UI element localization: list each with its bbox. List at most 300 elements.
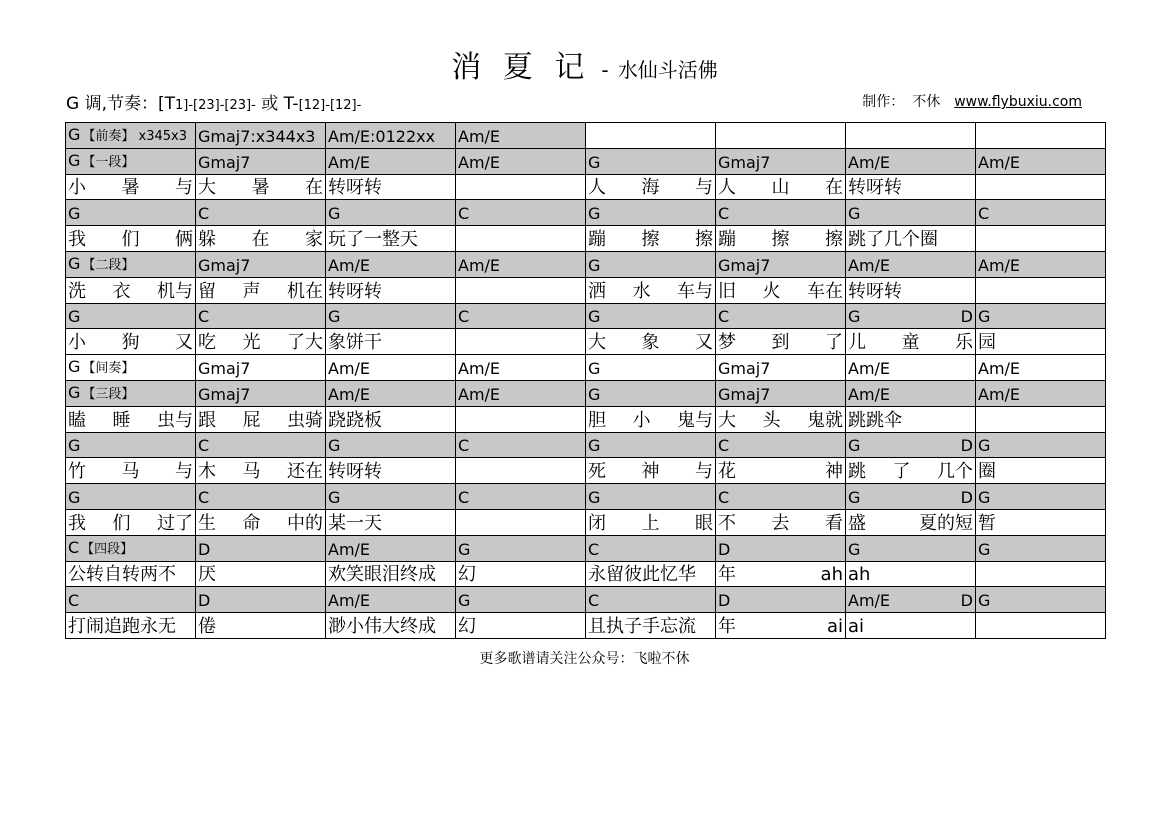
lyric-word: 跟	[198, 409, 216, 431]
chord-cell	[716, 251, 846, 277]
lyric-cell	[456, 329, 586, 355]
chord-symbol: G	[978, 591, 991, 611]
lyric-group	[718, 229, 843, 251]
lyric-word: 木	[198, 461, 216, 483]
chord-row	[66, 303, 1106, 329]
chord-symbol: C	[198, 204, 210, 224]
chord-cell	[66, 355, 196, 381]
lyric-word: 鬼就	[807, 409, 843, 431]
chord-symbol: G	[588, 204, 601, 224]
chord-cell	[66, 484, 196, 510]
chord-symbol: G	[458, 539, 471, 559]
lyric-cell: 玩了一整天	[326, 226, 456, 252]
chord-symbol: Am/E	[978, 358, 1021, 378]
lyric-cell: 厌	[196, 561, 326, 587]
lyric-cell: 打闹追跑永无	[66, 613, 196, 639]
chord-cell	[976, 148, 1106, 174]
lyric-word: 大	[198, 177, 216, 199]
lyric-word: 虫与	[157, 409, 193, 431]
chord-symbol: C	[198, 307, 210, 327]
chord-symbol: C	[198, 436, 210, 456]
lyric-group	[588, 229, 713, 251]
chord-row	[66, 484, 1106, 510]
lyric-word: 家	[305, 228, 323, 250]
lyric-cell	[586, 174, 716, 200]
lyric-cell	[456, 509, 586, 535]
chord-cell	[716, 123, 846, 149]
chord-cell	[456, 484, 586, 510]
chord-symbol: D	[960, 436, 973, 456]
lyric-cell	[716, 458, 846, 484]
lyric-word: 睡	[112, 409, 131, 431]
chord-symbol: C	[718, 487, 730, 507]
lyric-group	[588, 332, 713, 354]
site-link[interactable]: www.flybuxiu.com	[954, 94, 1082, 110]
lyric-word: 小	[68, 332, 86, 354]
chord-cell	[456, 303, 586, 329]
lyric-cell	[586, 406, 716, 432]
chord-symbol: Am/E	[328, 539, 371, 559]
lyric-word: 跳	[848, 461, 866, 483]
lyric-word: 竹	[68, 461, 86, 483]
lyric-cell: 公转自转两不	[66, 561, 196, 587]
chord-row	[66, 123, 1106, 149]
chord-cell	[196, 587, 326, 613]
chord-symbol: Am/E	[848, 591, 891, 611]
chord-row	[66, 587, 1106, 613]
lyric-word: 们	[121, 228, 140, 250]
chord-symbol: G	[68, 204, 81, 224]
song-title: 消 夏 记	[451, 50, 591, 85]
lyric-group	[718, 513, 843, 535]
chord-cell	[716, 535, 846, 561]
chord-symbol: G	[588, 358, 601, 378]
chord-symbol: Am/E	[328, 255, 371, 275]
lyric-group	[718, 281, 843, 303]
chord-symbol: G	[848, 204, 861, 224]
lyric-word: 大	[718, 409, 736, 431]
lyric-word: 儿	[848, 332, 866, 354]
lyric-word: 过了	[157, 512, 193, 534]
lyric-cell	[66, 277, 196, 303]
lyric-cell	[586, 226, 716, 252]
chord-symbol: D	[718, 539, 731, 559]
chord-cell	[716, 200, 846, 226]
lyric-group	[588, 461, 713, 483]
chord-symbol: Gmaj7	[718, 358, 771, 378]
chord-group	[848, 487, 973, 509]
lyric-cell	[586, 458, 716, 484]
chord-symbol: Am/E:0122xx	[328, 126, 436, 146]
rhythm-or: 或 T-	[255, 94, 299, 114]
section-tag: 【一段】	[82, 154, 135, 170]
chord-cell	[456, 251, 586, 277]
lyric-group	[718, 410, 843, 432]
chord-symbol: G	[848, 539, 861, 559]
chord-symbol: C	[718, 307, 730, 327]
lyric-cell	[716, 329, 846, 355]
chord-cell	[976, 484, 1106, 510]
lyric-word: 看	[825, 512, 843, 534]
lyric-word: 小	[68, 177, 86, 199]
lyric-group	[198, 332, 323, 354]
lyric-row	[66, 561, 1106, 587]
lyric-cell	[196, 509, 326, 535]
lyric-word: 马	[242, 461, 261, 483]
lyric-group	[718, 177, 843, 199]
chord-symbol: Am/E	[458, 255, 501, 275]
lyric-word: 鬼与	[677, 409, 713, 431]
lyric-cell: 转呀转	[326, 277, 456, 303]
title-block	[0, 42, 1169, 86]
chord-row	[66, 535, 1106, 561]
chord-cell	[716, 355, 846, 381]
lyric-row	[66, 277, 1106, 303]
lyric-row	[66, 226, 1106, 252]
lyric-cell: ai	[846, 613, 976, 639]
lyric-word: 童	[901, 332, 920, 354]
chord-symbol: C	[458, 307, 470, 327]
lyric-word: 胆	[588, 409, 606, 431]
lyric-word: 花	[718, 461, 736, 483]
lyric-cell	[456, 406, 586, 432]
chord-symbol: G	[848, 487, 861, 507]
lyric-cell	[66, 226, 196, 252]
lyric-word: 躲	[198, 228, 216, 250]
chord-cell	[196, 432, 326, 458]
chord-cell	[976, 380, 1106, 406]
lyric-word: 车与	[677, 280, 713, 302]
chord-cell	[326, 587, 456, 613]
lyric-cell	[716, 174, 846, 200]
lyric-word: 生	[198, 512, 216, 534]
rhythm-pattern-b: [12]-[12]-	[298, 98, 362, 113]
lyric-group	[68, 281, 193, 303]
lyric-group	[198, 410, 323, 432]
lyric-word: 狗	[121, 332, 140, 354]
lyric-cell	[456, 277, 586, 303]
chord-symbol: G	[978, 436, 991, 456]
chord-symbol: G	[848, 436, 861, 456]
chord-cell	[846, 535, 976, 561]
lyric-cell: 渺小伟大终成	[326, 613, 456, 639]
chord-cell	[456, 355, 586, 381]
chord-cell	[66, 200, 196, 226]
chord-symbol: Gmaj7	[198, 384, 251, 404]
lyric-cell	[846, 329, 976, 355]
lyric-word: 头	[762, 409, 781, 431]
lyric-word: 虫骑	[287, 409, 323, 431]
chord-cell	[586, 380, 716, 406]
lyric-cell: 象饼干	[326, 329, 456, 355]
chord-cell	[846, 484, 976, 510]
lyric-cell	[196, 406, 326, 432]
chord-symbol: Gmaj7	[718, 384, 771, 404]
lyric-word: 擦	[771, 228, 790, 250]
chord-cell	[326, 148, 456, 174]
lyric-cell	[846, 509, 976, 535]
lyric-word: 水	[632, 280, 651, 302]
lyric-group	[848, 332, 973, 354]
lyric-cell	[976, 174, 1106, 200]
lyric-row	[66, 509, 1106, 535]
lyric-word: 了	[825, 332, 843, 354]
chord-cell	[846, 432, 976, 458]
lyric-cell	[716, 561, 846, 587]
chord-symbol: C	[588, 591, 600, 611]
chord-cell	[456, 535, 586, 561]
chord-symbol: G	[68, 356, 81, 376]
lyric-word: 盛	[848, 512, 866, 534]
chord-cell	[846, 123, 976, 149]
chord-cell	[716, 303, 846, 329]
section-tag: 【二段】	[82, 257, 135, 273]
lyric-cell	[976, 226, 1106, 252]
chord-symbol: Gmaj7	[198, 255, 251, 275]
chord-symbol: Gmaj7	[718, 152, 771, 172]
lyric-group	[68, 410, 193, 432]
chord-symbol: G	[978, 539, 991, 559]
chord-cell	[716, 148, 846, 174]
chord-symbol: D	[960, 487, 973, 507]
lyric-word: 擦	[641, 228, 660, 250]
chord-cell	[326, 123, 456, 149]
chord-symbol: Am/E	[978, 255, 1021, 275]
lyric-group	[848, 513, 973, 535]
lyric-word: 洒	[588, 280, 606, 302]
chord-cell	[976, 303, 1106, 329]
chord-cell	[456, 380, 586, 406]
lyric-row	[66, 174, 1106, 200]
lyric-word: 大	[588, 332, 606, 354]
chord-cell	[716, 432, 846, 458]
chord-cell	[846, 303, 976, 329]
lyric-word: 瞌	[68, 409, 86, 431]
chord-symbol: Gmaj7	[198, 152, 251, 172]
section-tag: 【前奏】 x345x3	[82, 128, 188, 144]
chord-cell	[846, 148, 976, 174]
chord-cell	[326, 303, 456, 329]
lyric-word: 人	[718, 177, 736, 199]
chord-cell	[196, 355, 326, 381]
title-separator: -	[601, 58, 609, 82]
chord-symbol: G	[328, 436, 341, 456]
chord-symbol: G	[588, 487, 601, 507]
chord-cell	[456, 432, 586, 458]
lyric-group	[198, 461, 323, 483]
lyric-cell: 转呀转	[326, 458, 456, 484]
lyric-word: 不	[718, 512, 736, 534]
chord-cell	[586, 148, 716, 174]
lyric-word: 与	[695, 461, 713, 483]
lyric-cell: 幻	[456, 561, 586, 587]
chord-cell	[456, 123, 586, 149]
chord-row	[66, 251, 1106, 277]
chord-group	[848, 590, 973, 612]
lyric-cell	[976, 561, 1106, 587]
lyric-word: 光	[242, 332, 261, 354]
chord-cell	[196, 200, 326, 226]
chord-symbol: C	[978, 204, 990, 224]
lyric-word: 火	[762, 280, 781, 302]
lyric-word: 中的	[287, 512, 323, 534]
lyric-cell: 圈	[976, 458, 1106, 484]
chord-cell	[976, 432, 1106, 458]
lyric-cell	[716, 277, 846, 303]
chord-symbol: G	[328, 307, 341, 327]
lyric-word: 机与	[157, 280, 193, 302]
chord-symbol: D	[960, 307, 973, 327]
lyric-row	[66, 613, 1106, 639]
chord-row	[66, 380, 1106, 406]
chord-symbol: Am/E	[848, 358, 891, 378]
chord-cell	[326, 355, 456, 381]
chord-symbol: G	[978, 307, 991, 327]
chord-symbol: Am/E	[848, 255, 891, 275]
chord-symbol: C	[198, 487, 210, 507]
lyric-cell	[976, 613, 1106, 639]
chord-symbol: D	[198, 539, 211, 559]
chord-cell	[66, 251, 196, 277]
lyric-cell	[66, 458, 196, 484]
lyric-cell	[976, 406, 1106, 432]
chord-cell	[586, 123, 716, 149]
lyric-cell: 转呀转	[846, 174, 976, 200]
lyric-word: 俩	[175, 228, 193, 250]
lyric-cell	[716, 226, 846, 252]
chord-row	[66, 432, 1106, 458]
lyric-word: 命	[242, 512, 261, 534]
lyric-word: ai	[826, 615, 843, 637]
lyric-word: 蹦	[718, 228, 736, 250]
lyric-cell	[716, 509, 846, 535]
chord-symbol: G	[588, 152, 601, 172]
lyric-cell: 幻	[456, 613, 586, 639]
lyric-group	[588, 410, 713, 432]
chord-cell	[976, 200, 1106, 226]
chord-cell	[66, 303, 196, 329]
lyric-word: 蹦	[588, 228, 606, 250]
chord-row	[66, 200, 1106, 226]
lyric-group	[198, 281, 323, 303]
chord-symbol: D	[198, 591, 211, 611]
chord-symbol: C	[68, 591, 80, 611]
lyric-group	[588, 177, 713, 199]
lyric-cell	[66, 509, 196, 535]
chord-symbol: Am/E	[978, 152, 1021, 172]
chord-cell	[586, 432, 716, 458]
lyric-word: 屁	[242, 409, 261, 431]
chord-symbol: Gmaj7	[198, 358, 251, 378]
lyric-group	[198, 177, 323, 199]
lyric-cell: 永留彼此忆华	[586, 561, 716, 587]
chord-cell	[976, 355, 1106, 381]
lyric-word: 海	[641, 177, 660, 199]
chord-group	[848, 306, 973, 328]
lyric-cell	[976, 277, 1106, 303]
credit-line	[862, 91, 1082, 111]
lyric-word: 旧	[718, 280, 736, 302]
lyric-cell: 跷跷板	[326, 406, 456, 432]
chord-cell	[66, 535, 196, 561]
lyric-row	[66, 406, 1106, 432]
lyric-cell	[196, 458, 326, 484]
chord-cell	[976, 587, 1106, 613]
lyric-group	[718, 461, 843, 483]
lyric-word: 我	[68, 228, 86, 250]
lyric-word: 擦	[825, 228, 843, 250]
lyric-word: 夏的短	[919, 512, 973, 534]
chord-cell	[846, 380, 976, 406]
lyric-word: ah	[820, 564, 843, 586]
lyric-word: 暑	[251, 177, 270, 199]
chord-cell	[196, 123, 326, 149]
lyric-cell: 暂	[976, 509, 1106, 535]
chord-cell	[196, 535, 326, 561]
lyric-cell	[846, 458, 976, 484]
chord-symbol: G	[68, 253, 81, 273]
lyric-group	[68, 513, 193, 535]
chord-symbol: G	[458, 591, 471, 611]
chord-symbol: D	[718, 591, 731, 611]
chord-group	[848, 435, 973, 457]
lyric-cell	[66, 174, 196, 200]
lyric-cell	[196, 329, 326, 355]
chord-symbol: C	[458, 487, 470, 507]
lyric-cell: 跳跳伞	[846, 406, 976, 432]
lyric-word: 人	[588, 177, 606, 199]
chord-cell	[326, 535, 456, 561]
lyric-word: 神	[641, 461, 660, 483]
chord-cell	[326, 484, 456, 510]
chord-symbol: Gmaj7	[718, 255, 771, 275]
chord-symbol: Am/E	[328, 358, 371, 378]
chord-cell	[456, 587, 586, 613]
lyric-word: 洗	[68, 280, 86, 302]
chord-cell	[586, 355, 716, 381]
lyric-word: 又	[175, 332, 193, 354]
lyric-word: 眼	[695, 512, 713, 534]
lyric-word: 声	[242, 280, 261, 302]
lyric-word: 几个	[937, 461, 973, 483]
lyric-row	[66, 329, 1106, 355]
chord-symbol: Am/E	[328, 591, 371, 611]
chord-cell	[196, 303, 326, 329]
footer-note: 更多歌谱请关注公众号：飞啦不休	[479, 651, 690, 667]
chord-cell	[456, 148, 586, 174]
chord-cell	[66, 123, 196, 149]
chord-symbol: G	[588, 307, 601, 327]
lyric-word: 山	[771, 177, 790, 199]
lyric-cell	[456, 458, 586, 484]
chord-symbol: C	[718, 204, 730, 224]
lyric-word: 还在	[287, 461, 323, 483]
lyric-cell: ah	[846, 561, 976, 587]
chord-cell	[586, 587, 716, 613]
chord-sheet-table	[65, 122, 1106, 639]
chord-symbol: Gmaj7:x344x3	[198, 126, 316, 146]
chord-symbol: G	[588, 436, 601, 456]
chord-cell	[196, 148, 326, 174]
lyric-word: 在	[825, 177, 843, 199]
chord-symbol: G	[68, 307, 81, 327]
chord-symbol: C	[458, 204, 470, 224]
chord-cell	[716, 587, 846, 613]
lyric-cell: 园	[976, 329, 1106, 355]
chord-cell	[586, 251, 716, 277]
chord-cell	[976, 251, 1106, 277]
chord-cell	[456, 200, 586, 226]
